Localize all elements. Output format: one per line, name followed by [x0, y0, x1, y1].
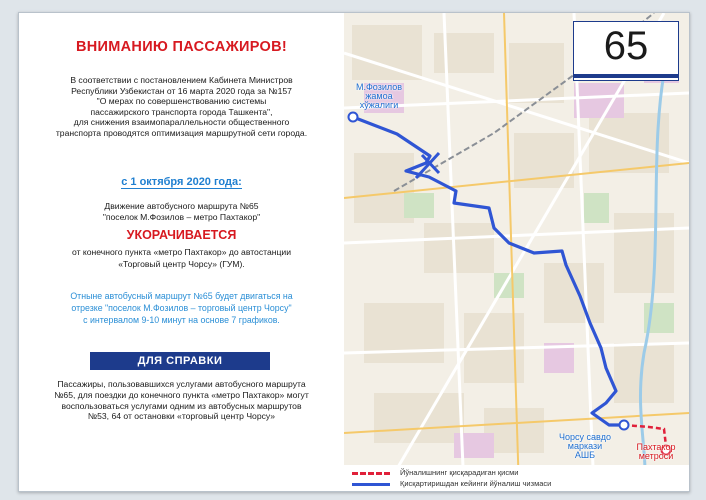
notice-sheet — [18, 12, 690, 492]
from-to-line: от конечного пункта «метро Пахтакор» до автостанции — [71, 247, 292, 257]
route-number-bar — [574, 74, 678, 78]
new-route-line: отрезке "поселок М.Фозилов – торговый центр Чорсу" — [71, 303, 292, 314]
from-to-paragraph — [19, 247, 344, 270]
route-number: 65 — [603, 24, 649, 68]
stop-marker-start — [349, 113, 358, 122]
stop-label-line: метроси — [638, 451, 674, 461]
info-line: №53, 64 от остановки «торговый центр Чорсу» — [87, 411, 276, 422]
route-map — [344, 13, 689, 491]
new-route-paragraph — [24, 290, 339, 327]
decree-line: пассажирского транспорта города Ташкента", — [90, 106, 273, 117]
decree-line: "О мерах по совершенствованию системы — [96, 96, 267, 107]
movement-paragraph — [19, 201, 344, 223]
legend-text-after: Қисқартиришдан кейинги йўналиш чизмаси — [400, 479, 552, 488]
movement-line: Движение автобусного маршрута №65 — [104, 201, 259, 211]
decree-paragraph — [29, 75, 334, 139]
from-to-line: «Торговый центр Чорсу» (ГУМ). — [118, 258, 245, 269]
decree-line: В соответствии с постановлением Кабинета Министров — [70, 75, 293, 85]
movement-line: "поселок М.Фозилов – метро Пахтакор" — [102, 212, 261, 222]
effective-date-text: с 1 октября 2020 года: — [121, 176, 242, 188]
stop-label-line: жамоа — [365, 91, 393, 101]
stop-label-line: М.Фозилов — [355, 82, 403, 92]
stop-label-line: Чорсу савдо — [559, 432, 611, 442]
stop-marker-chorsu — [620, 421, 629, 430]
stop-label-pakhtakor — [626, 443, 686, 461]
info-line: Пассажиры, пользовавшихся услугами автобусного маршрута — [57, 379, 306, 389]
decree-line: транспорта проводятся оптимизация маршрутной сети города. — [55, 127, 308, 138]
notice-text-panel — [19, 13, 344, 491]
effective-date — [19, 176, 344, 188]
route-number-box — [573, 21, 679, 81]
legend-row-after — [352, 479, 551, 488]
stop-label-start — [344, 83, 414, 110]
legend-swatch-shortened — [352, 472, 390, 475]
stop-label-line: АШБ — [574, 450, 596, 460]
info-line: №65, для поездки до конечного пункта «метро Пахтакор» могут — [54, 389, 309, 400]
info-line: воспользоваться услугами одним из автобусных маршрутов — [61, 400, 302, 411]
decree-line: Республики Узбекистан от 16 марта 2020 года за №157 — [71, 85, 292, 96]
info-banner: ДЛЯ СПРАВКИ — [90, 352, 270, 370]
legend-swatch-after — [352, 483, 390, 486]
stop-label-line: Пахтакор — [636, 442, 676, 452]
map-legend — [344, 465, 689, 491]
legend-row-shortened — [352, 468, 518, 477]
stop-label-line: маркази — [567, 441, 603, 451]
stop-label-chorsu — [550, 433, 620, 460]
notice-headline: ВНИМАНИЮ ПАССАЖИРОВ! — [76, 39, 287, 55]
stop-label-line: хўжалиги — [359, 100, 399, 110]
shorten-word: УКОРАЧИВАЕТСЯ — [126, 228, 237, 242]
info-paragraph — [27, 379, 336, 422]
decree-line: для снижения взаимопараллельности общественного — [73, 117, 290, 128]
new-route-line: с интервалом 9-10 минут на основе 7 графиков. — [83, 315, 280, 326]
new-route-line: Отныне автобусный маршрут №65 будет двигаться на — [70, 291, 293, 301]
legend-text-shortened: Йўналишнинг қисқарадиган қисми — [400, 468, 519, 477]
